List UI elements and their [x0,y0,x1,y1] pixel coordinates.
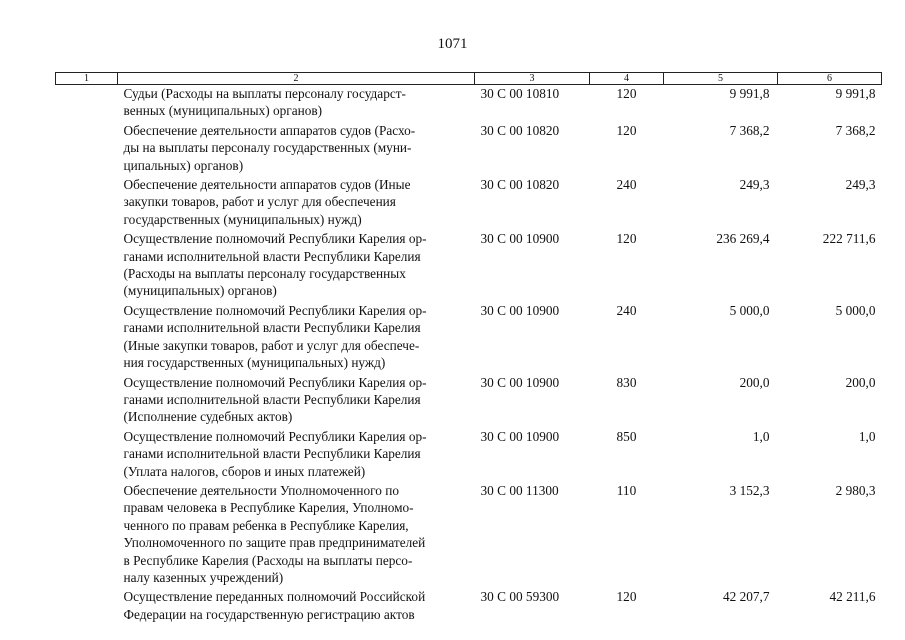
amount-year1-cell: 3 152,3 [729,482,770,498]
amount-year1-cell: 249,3 [739,177,770,193]
expense-name-cell [118,588,475,625]
amount-year2-cell: 5 000,0 [835,302,876,318]
budget-code-cell: 30 С 00 59300 [480,589,560,605]
amount-year1-cell: 5 000,0 [729,302,770,318]
expense-name-line: Обеспечение деятельности Уполномоченного по [123,482,400,498]
column-header-6: 6 [778,73,882,85]
row-col1-cell [56,482,118,588]
amount-year1-cell: 9 991,8 [729,86,770,101]
amount-year2-cell: 222 711,6 [822,231,876,247]
row-col1-cell [56,230,118,302]
table-row [56,85,882,122]
expense-name-cell [118,482,475,588]
page-number: 1071 [437,36,468,52]
amount-year2-cell: 249,3 [845,177,876,193]
expense-name-line: Обеспечение деятельности аппаратов судов (Иные [123,177,411,193]
expense-name-line: Осуществление полномочий Республики Карелия ор- [123,374,427,390]
amount-year2-cell: 1,0 [858,428,876,444]
expense-name-line: в Республике Карелия (Расходы на выплаты персо- [123,552,413,568]
expense-name-line: Обеспечение деятельности аппаратов судов (Расхо- [123,122,416,138]
expense-type-cell: 120 [616,589,637,605]
table-row [56,122,882,176]
amount-year1-cell: 1,0 [752,428,770,444]
expense-name-line: Судьи (Расходы на выплаты персоналу государст- [123,86,406,101]
expense-name-line: Федерации на государственную регистрацию актов [123,606,415,622]
expense-name-cell [118,428,475,482]
row-col1-cell [56,176,118,230]
row-col1-cell [56,302,118,374]
expense-name-line: ганами исполнительной власти Республики Карелия [123,446,421,462]
row-col1-cell [56,85,118,122]
column-header-4: 4 [590,73,664,85]
expense-name-line: (Уплата налогов, сборов и иных платежей) [123,463,366,479]
expense-name-line: правам человека в Республике Карелия, Уполномо- [123,500,414,516]
amount-year2-cell: 2 980,3 [835,482,876,498]
amount-year2-cell: 42 211,6 [829,589,876,605]
expense-name-cell [118,122,475,176]
row-col1-cell [56,588,118,625]
row-col1-cell [56,374,118,428]
table-row [56,482,882,588]
expense-name-line: венных (муниципальных) органов) [123,103,323,119]
expense-name-cell [118,176,475,230]
table-row [56,588,882,625]
expense-name-line: ганами исполнительной власти Республики Карелия [123,320,421,336]
row-col1-cell [56,122,118,176]
expense-name-line: (Иные закупки товаров, работ и услуг для обеспече- [123,337,420,353]
budget-table [55,72,882,625]
expense-type-cell: 850 [616,428,637,444]
expense-name-line: ды на выплаты персоналу государственных (муни- [123,140,412,156]
budget-code-cell: 30 С 00 10810 [480,86,560,101]
amount-year1-cell: 236 269,4 [716,231,770,247]
expense-name-line: ганами исполнительной власти Республики Карелия [123,248,421,264]
amount-year2-cell: 200,0 [845,374,876,390]
amount-year2-cell: 7 368,2 [835,122,876,138]
amount-year1-cell: 42 207,7 [722,589,770,605]
expense-type-cell: 120 [616,122,637,138]
table-row [56,302,882,374]
column-header-5: 5 [664,73,778,85]
expense-name-line: (Исполнение судебных актов) [123,409,293,425]
expense-name-cell [118,374,475,428]
expense-name-line: ченного по правам ребенка в Республике Карелия, [123,517,409,533]
table-row [56,428,882,482]
budget-code-cell: 30 С 00 10900 [480,374,560,390]
budget-code-cell: 30 С 00 10820 [480,177,560,193]
table-row [56,374,882,428]
expense-name-line: налу казенных учреждений) [123,569,284,585]
expense-type-cell: 240 [616,177,637,193]
table-row [56,230,882,302]
table-row [56,176,882,230]
column-number-header [56,73,882,85]
expense-name-cell [118,85,475,122]
budget-code-cell: 30 С 00 11300 [480,482,559,498]
expense-name-line: (Расходы на выплаты персоналу государственных [123,266,406,282]
budget-code-cell: 30 С 00 10900 [480,231,560,247]
expense-type-cell: 830 [616,374,637,390]
expense-type-cell: 110 [616,482,637,498]
expense-name-line: ганами исполнительной власти Республики Карелия [123,391,421,407]
expense-name-line: ния государственных (муниципальных) нужд) [123,355,386,371]
column-header-3: 3 [475,73,590,85]
expense-name-line: ципальных) органов) [123,157,244,173]
expense-name-line: закупки товаров, работ и услуг для обеспечения [123,194,396,210]
amount-year1-cell: 200,0 [739,374,770,390]
expense-name-cell [118,302,475,374]
expense-name-line: Осуществление полномочий Республики Карелия ор- [123,302,427,318]
expense-type-cell: 120 [616,231,637,247]
expense-name-line: государственных (муниципальных) нужд) [123,211,362,227]
budget-code-cell: 30 С 00 10900 [480,428,560,444]
expense-name-line: Осуществление полномочий Республики Карелия ор- [123,428,427,444]
expense-name-cell [118,230,475,302]
budget-code-cell: 30 С 00 10820 [480,122,560,138]
amount-year2-cell: 9 991,8 [835,86,876,101]
column-header-2: 2 [118,73,475,85]
column-header-1: 1 [56,73,118,85]
expense-type-cell: 240 [616,302,637,318]
budget-code-cell: 30 С 00 10900 [480,302,560,318]
row-col1-cell [56,428,118,482]
expense-name-line: Уполномоченного по защите прав предпринимателей [123,535,426,551]
expense-name-line: Осуществление полномочий Республики Карелия ор- [123,231,427,247]
expense-name-line: Осуществление переданных полномочий Российской [123,589,426,605]
expense-type-cell: 120 [616,86,637,101]
expense-name-line: (муниципальных) органов) [123,283,277,299]
amount-year1-cell: 7 368,2 [729,122,770,138]
